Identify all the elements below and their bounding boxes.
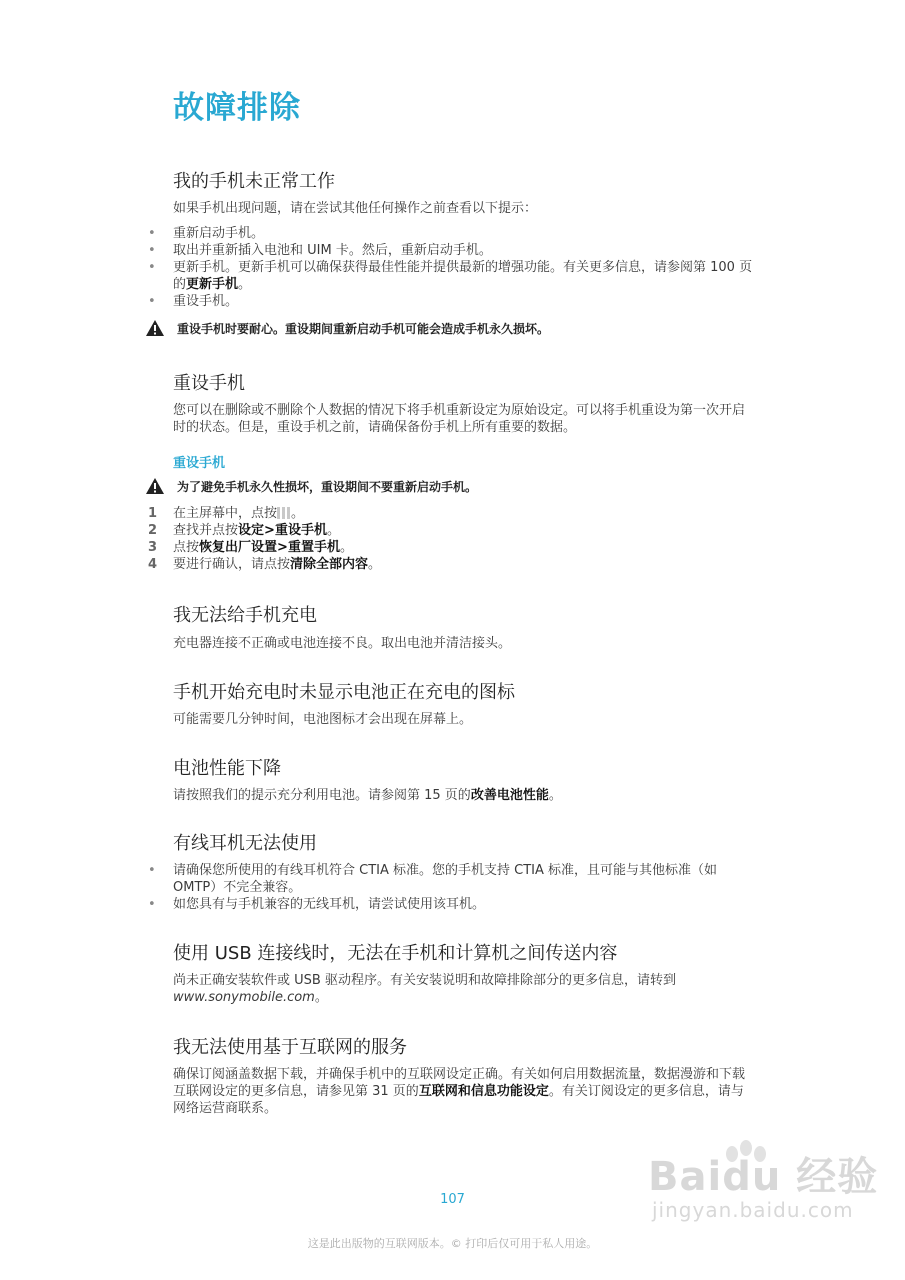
- section-heading-reset: 重设手机: [173, 373, 245, 394]
- section-paragraph: 请按照我们的提示充分利用电池。请参阅第 15 页的改善电池性能。: [173, 788, 562, 803]
- warning-note: 为了避免手机永久性损坏，重设期间不要重新启动手机。: [145, 477, 477, 495]
- link-update-phone[interactable]: 更新手机: [186, 277, 239, 292]
- link-battery-performance[interactable]: 改善电池性能: [470, 788, 549, 803]
- headset-tips: [148, 862, 753, 913]
- page-title: 故障排除: [173, 90, 301, 126]
- warning-icon: [145, 477, 165, 495]
- apps-grid-icon[interactable]: [277, 507, 291, 519]
- list-item: • 如您具有与手机兼容的无线耳机，请尝试使用该耳机。: [148, 897, 486, 912]
- section-paragraph: 尚未正确安装软件或 USB 驱动程序。有关安装说明和故障排除部分的更多信息，请转到 www.sonymobile.com。: [173, 973, 676, 1005]
- section-heading-phone-not-working: 我的手机未正常工作: [173, 171, 335, 192]
- list-item: • 重设手机。: [148, 294, 239, 309]
- section-intro: 如果手机出现问题，请在尝试其他任何操作之前查看以下提示：: [173, 201, 538, 216]
- link-internet-settings[interactable]: 互联网和信息功能设定: [418, 1084, 549, 1099]
- warning-icon: [145, 319, 165, 337]
- list-item: • 取出并重新插入电池和 UIM 卡。然后，重新启动手机。: [148, 243, 492, 258]
- step-item: 3 点按恢复出厂设置>重置手机。: [148, 540, 353, 555]
- section-heading-internet: 我无法使用基于互联网的服务: [173, 1037, 407, 1058]
- section-heading-battery: 电池性能下降: [173, 758, 281, 779]
- baidu-watermark: [648, 1145, 878, 1222]
- sonymobile-link[interactable]: www.sonymobile.com: [173, 990, 315, 1005]
- section-paragraph: 可能需要几分钟时间，电池图标才会出现在屏幕上。: [173, 712, 473, 727]
- section-heading-headset: 有线耳机无法使用: [173, 833, 317, 854]
- step-item: 2 查找并点按设定>重设手机。: [148, 523, 340, 538]
- list-item: • 更新手机。更新手机可以确保获得最佳性能并提供最新的增强功能。有关更多信息，请参阅第 100 页的更新手机。: [148, 260, 753, 292]
- section-heading-usb: 使用 USB 连接线时，无法在手机和计算机之间传送内容: [173, 943, 618, 964]
- subheading-reset: 重设手机: [173, 456, 226, 471]
- section-heading-charge-icon: 手机开始充电时未显示电池正在充电的图标: [173, 682, 515, 703]
- tips-list: [148, 225, 753, 310]
- watermark-url: jingyan.baidu.com: [652, 1198, 854, 1222]
- section-paragraph: 您可以在删除或不删除个人数据的情况下将手机重新设定为原始设定。可以将手机重设为第一次开启时的状态。但是，重设手机之前，请确保备份手机上所有重要的数据。: [173, 403, 746, 435]
- page-number: 107: [440, 1192, 465, 1207]
- list-item: • 重新启动手机。: [148, 226, 265, 241]
- step-item: 4 要进行确认，请点按清除全部内容。: [148, 557, 382, 572]
- step-item: 1 在主屏幕中，点按 。: [148, 506, 305, 521]
- footer-note: 这是此出版物的互联网版本。© 打印后仅可用于私人用途。: [307, 1237, 598, 1250]
- warning-note: 重设手机时要耐心。重设期间重新启动手机可能会造成手机永久损坏。: [145, 319, 549, 337]
- list-item: • 请确保您所使用的有线耳机符合 CTIA 标准。您的手机支持 CTIA 标准，且可能与其他标准（如 OMTP）不完全兼容。: [148, 863, 718, 895]
- section-heading-cannot-charge: 我无法给手机充电: [173, 605, 317, 626]
- watermark-brand: Baidu 经验: [648, 1154, 879, 1200]
- reset-steps: [148, 505, 753, 573]
- section-paragraph: 充电器连接不正确或电池连接不良。取出电池并清洁接头。: [173, 636, 512, 651]
- section-paragraph: 确保订阅涵盖数据下载，并确保手机中的互联网设定正确。有关如何启用数据流量，数据漫游和下载互联网设定的更多信息，请参见第 31 页的互联网和信息功能设定。有关订阅设定的更多信息，请与网络运营商联系。: [173, 1067, 746, 1116]
